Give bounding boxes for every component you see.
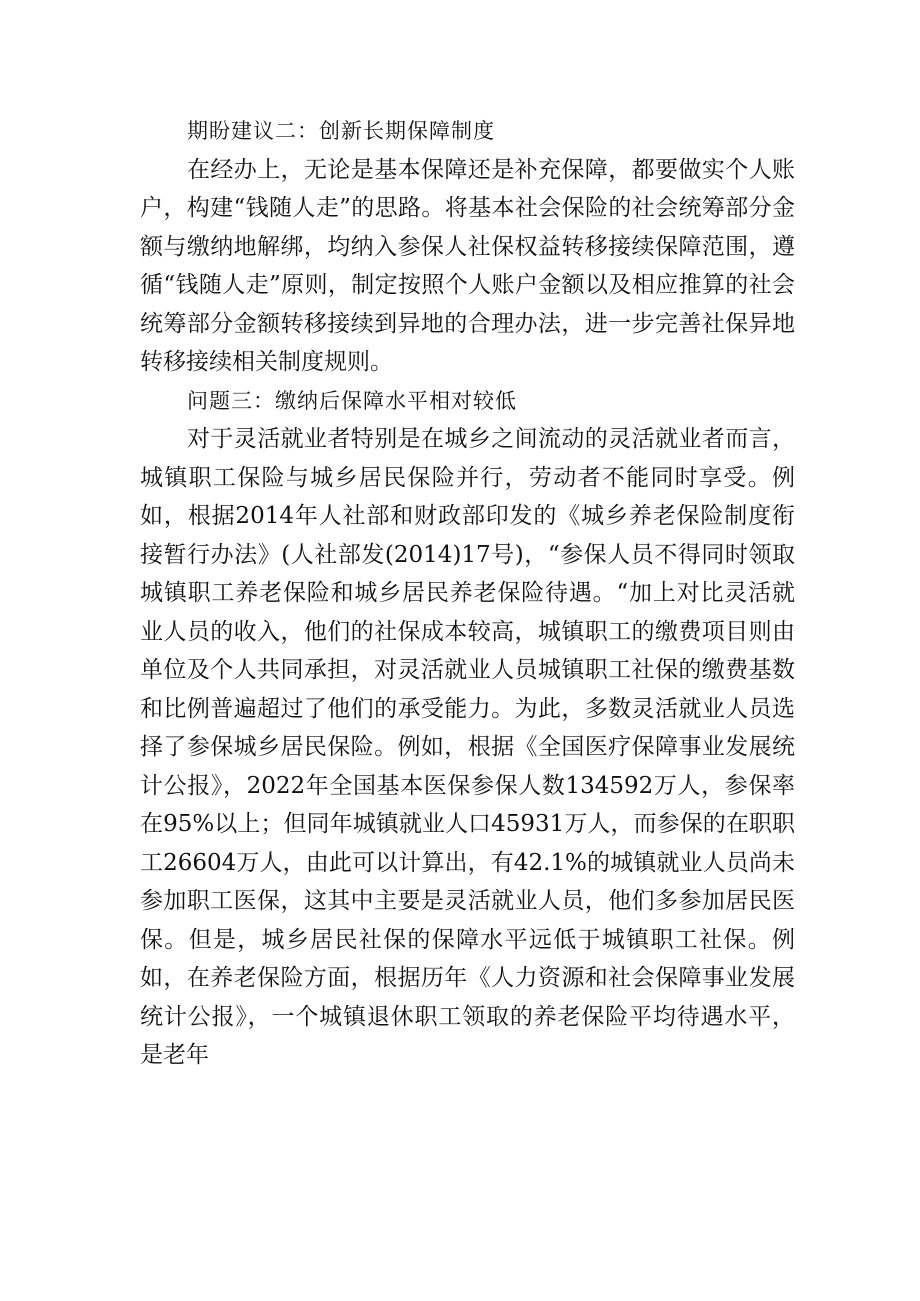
section2-heading: 期盼建议二：创新长期保障制度 [187, 119, 495, 143]
document-body [140, 112, 795, 1075]
section2-paragraph: 在经办上，无论是基本保障还是补充保障，都要做实个人账户，构建“钱随人走”的思路。将基本社会保险的社会统筹部分金额与缴纳地解绑，均纳入参保人社保权益转移接续保障范围，遵循“钱随人走”原则，制定按照个人账户金额以及相应推算的社会统筹部分金额转移接续到异地的合理办法，进一步完善社保异地转移接续相关制度规则。 [140, 156, 795, 375]
section3-paragraph: 对于灵活就业者特别是在城乡之间流动的灵活就业者而言，城镇职工保险与城乡居民保险并行，劳动者不能同时享受。例如，根据2014年人社部和财政部印发的《城乡养老保险制度衔接暂行办法》(人社部发(2014)17号)，“参保人员不得同时领取城镇职工养老保险和城乡居民养老保险待遇。“加上对比灵活就业人员的收入，他们的社保成本较高，城镇职工的缴费项目则由单位及个人共同承担，对灵活就业人员城镇职工社保的缴费基数和比例普遍超过了他们的承受能力。为此，多数灵活就业人员选择了参保城乡居民保险。例如，根据《全国医疗保障事业发展统计公报》，2022年全国基本医保参保人数134592万人，参保率在95%以上；但同年城镇就业人口45931万人，而参保的在职职工26604万人，由此可以计算出，有42.1%的城镇就业人员尚未参加职工医保，这其中主要是灵活就业人员，他们多参加居民医保。但是，城乡居民社保的保障水平远低于城镇职工社保。例如，在养老保险方面，根据历年《人力资源和社会保障事业发展统计公报》，一个城镇退休职工领取的养老保险平均待遇水平，是老年 [140, 426, 795, 1068]
section3-heading: 问题三：缴纳后保障水平相对较低 [187, 388, 517, 413]
